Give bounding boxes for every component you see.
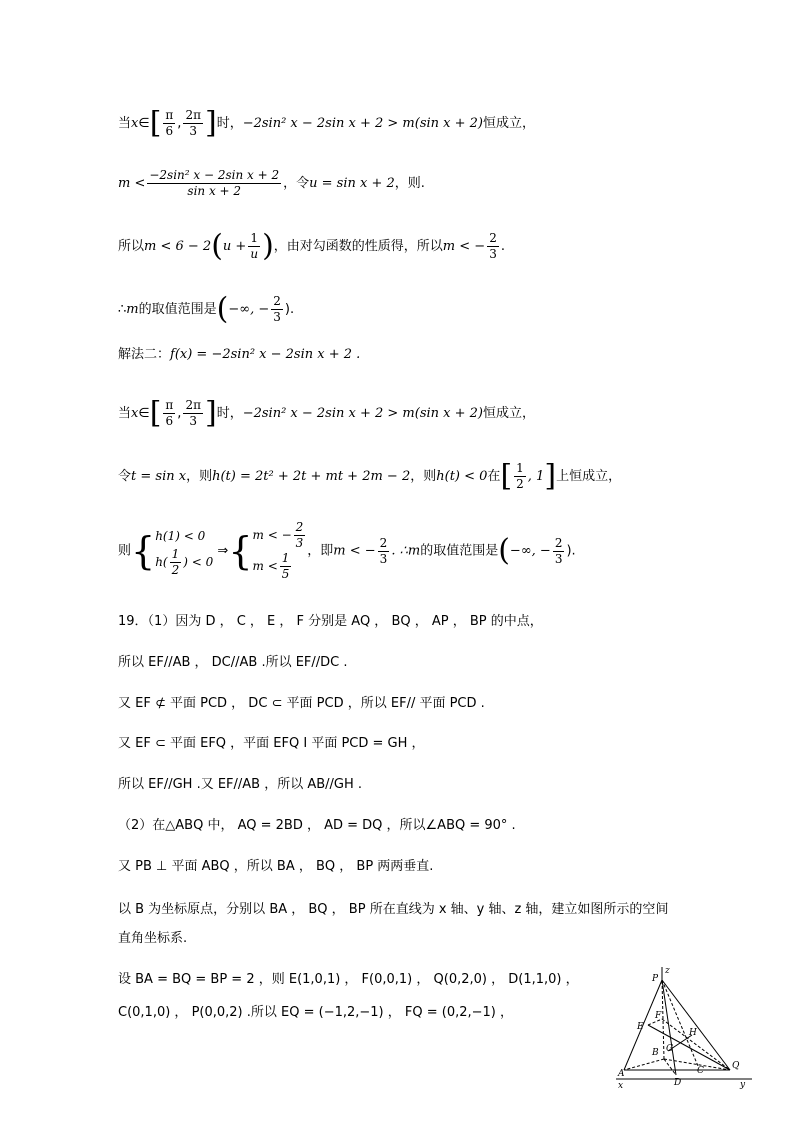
line-19: C(0,1,0) ， P(0,0,2) .所以 EQ = (−1,2,−1) ， FQ = (0,2,−1) ， [118,1005,514,1020]
line-11: 又 EF ⊄ 平面 PCD ， DC ⊂ 平面 PCD ，所以 EF// 平面 PCD . [118,696,485,711]
label-y: y [740,1080,746,1090]
label-A: A [618,1069,625,1079]
label-B: B [652,1048,659,1058]
label-x: x [618,1081,624,1090]
label-F: F [655,1011,662,1021]
label-P: P [652,974,659,984]
line-14: （2）在△ABQ 中， AQ = 2BD ， AD = DQ ，所以∠ABQ = 90° . [118,818,516,833]
label-Q: Q [732,1061,740,1071]
line-2: m < $\frac{\text{−2sin² x − 2sin x + 2}}{\text{sin x + 2}}$ ，令u = sin x + 2，则. [118,168,425,198]
line-5: 解法二：f(x) = −2sin² x − 2sin x + 2 . [118,347,361,362]
label-C: C [697,1066,704,1076]
line-1: 当x∈[ $\frac{\pi}{6}$ , $\frac{2\pi}{3}$ ]时，−2sin² x − 2sin x + 2 > m(sin x + 2)恒成立， [118,105,536,141]
line-18: 设 BA = BQ = BP = 2 ，则 E(1,0,1) ， F(0,0,1) ， Q(0,2,0) ， D(1,1,0) ， [118,972,579,987]
label-z: z [665,966,670,976]
line-10: 所以 EF//AB ， DC//AB .所以 EF//DC . [118,655,348,670]
pyramid-figure [606,965,756,1090]
line-7: 令t = sin x，则h(t) = 2t² + 2t + mt + 2m − 2，则h(t) < 0在[ $\frac{1}{2}$ , 1]上恒成立， [118,458,622,494]
line-16: 以 B 为坐标原点，分别以 BA ， BQ ， BP 所在直线为 x 轴、y 轴、z 轴，建立如图所示的空间 [118,902,669,917]
line-4: ∴m的取值范围是(−∞, − $\frac{2}{3}$ ). [118,291,295,327]
line-9: 19．（1）因为 D ， C ， E ， F 分别是 AQ ， BQ ， AP ， BP 的中点， [118,614,543,629]
label-E: E [637,1022,644,1032]
line-13: 所以 EF//GH .又 EF//AB ，所以 AB//GH . [118,777,363,792]
label-D: D [674,1078,682,1088]
label-H: H [689,1028,697,1038]
line-12: 又 EF ⊂ 平面 EFQ ，平面 EFQ I 平面 PCD = GH ， [118,736,425,751]
label-G: G [666,1044,674,1054]
line-3: 所以m < 6 − 2(u + $\frac{1}{u}$ )，由对勾函数的性质得，所以m < − $\frac{2}{3}$ . [118,228,505,264]
line-6: 当x∈[ $\frac{\pi}{6}$ , $\frac{2\pi}{3}$ ]时，−2sin² x − 2sin x + 2 > m(sin x + 2)恒成立， [118,395,536,431]
line-8: 则{ h(1) < 0 h( $\frac{1}{2}$ ) < 0 ⇒{ m < − $\frac{2}{3}$ m < $\frac{1}{5}$ ，即m < − $\frac{2}{3}$ . ∴m的取值范围是(−∞, − $\frac{2}{3}$ ). [118,520,576,581]
line-17: 直角坐标系. [118,931,188,946]
line-15: 又 PB ⊥ 平面 ABQ ，所以 BA ， BQ ， BP 两两垂直. [118,859,434,874]
